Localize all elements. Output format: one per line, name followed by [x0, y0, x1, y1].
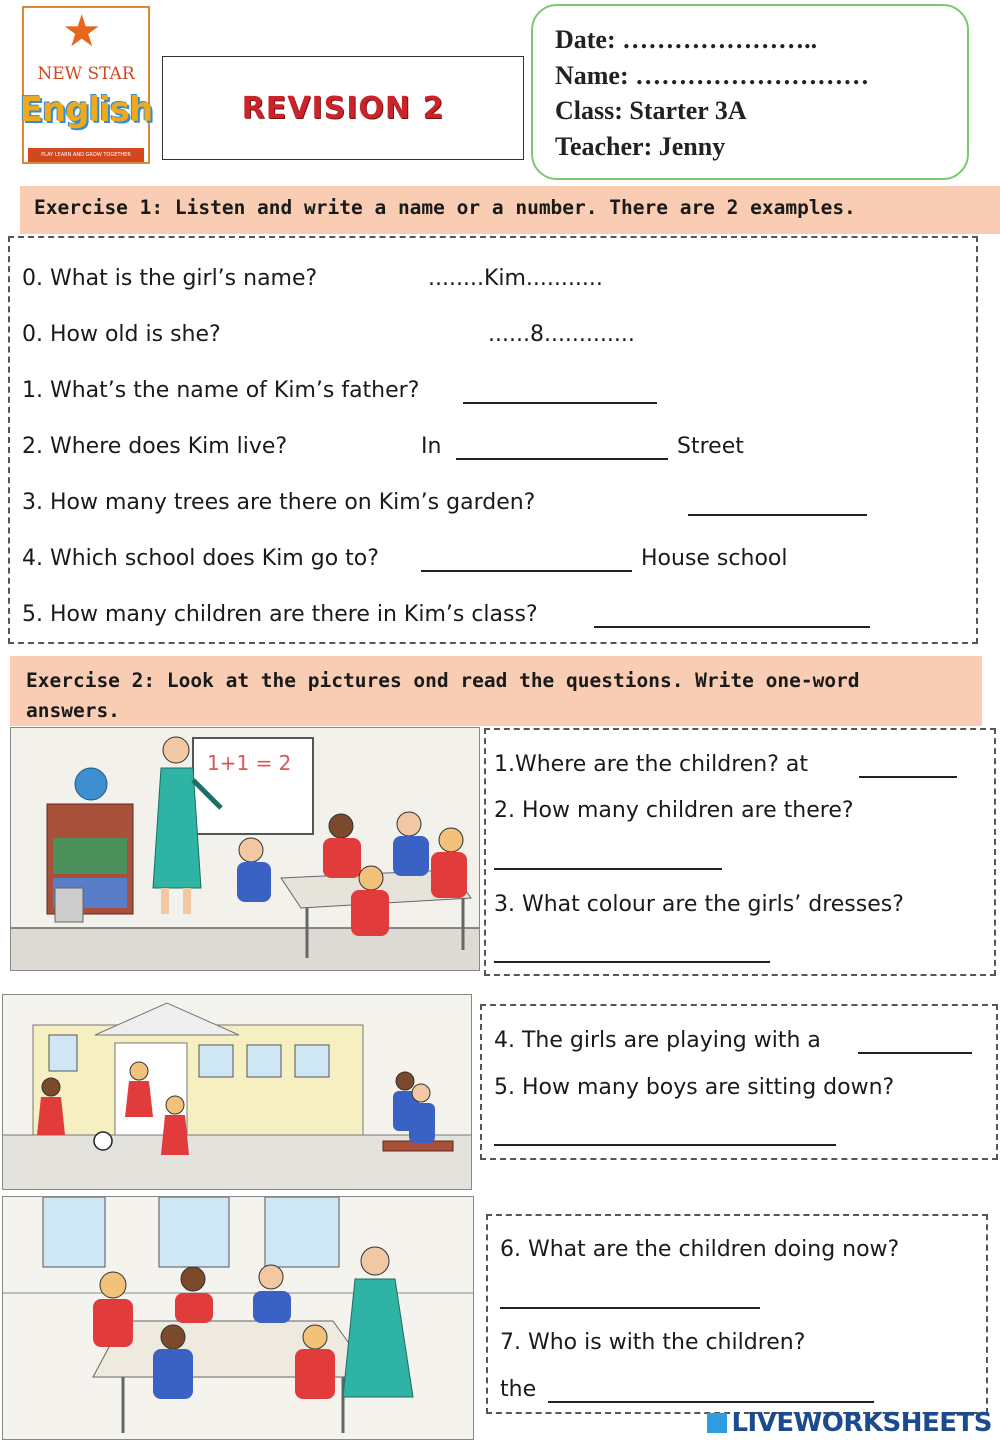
ex1-q5-answer-line[interactable]	[594, 608, 870, 628]
ex1-q3-answer-line[interactable]	[688, 496, 867, 516]
ex2-q4-answer-line[interactable]	[858, 1034, 972, 1054]
ex2-q2-answer-line[interactable]	[494, 850, 722, 870]
ex1-q2-answer-line[interactable]	[456, 440, 668, 460]
ex2-q7-prefix: the	[500, 1377, 537, 1402]
ex1-q2: 2. Where does Kim live?	[22, 434, 288, 459]
ex2-q2: 2. How many children are there?	[494, 798, 854, 823]
ex2-q1-answer-line[interactable]	[859, 758, 957, 778]
date-field[interactable]: Date: …………………..	[555, 25, 818, 54]
star-icon: ★	[62, 6, 102, 57]
logo-tagline: PLAY LEARN AND GROW TOGETHER	[28, 148, 144, 162]
exercise2-heading-line2: answers.	[26, 699, 120, 722]
page-title: REVISION 2	[241, 91, 445, 126]
ex1-q2-suffix: Street	[677, 434, 744, 459]
ex2-q3: 3. What colour are the girls’ dresses?	[494, 892, 904, 917]
watermark-text: LIVEWORKSHEETS	[731, 1408, 992, 1438]
ex1-q3: 3. How many trees are there on Kim’s garden?	[22, 490, 536, 515]
ex2-q3-answer-line[interactable]	[494, 943, 770, 963]
ex1-q0b: 0. How old is she?	[22, 322, 221, 347]
logo-line1: NEW STAR	[37, 64, 135, 84]
ex1-q0a: 0. What is the girl’s name?	[22, 266, 318, 291]
ex2-q7: 7. Who is with the children?	[500, 1330, 806, 1355]
logo-line2: English	[19, 90, 153, 130]
ex1-q1: 1. What’s the name of Kim’s father?	[22, 378, 420, 403]
teacher-label: Teacher: Jenny	[555, 131, 726, 161]
ex2-q5: 5. How many boys are sitting down?	[494, 1075, 895, 1100]
ex2-q4: 4. The girls are playing with a	[494, 1028, 821, 1053]
exercise1-heading: Exercise 1: Listen and write a name or a number. There are 2 examples.	[20, 186, 1000, 234]
board-text: 1+1 = 2	[207, 751, 292, 775]
exercise2-heading	[10, 656, 982, 726]
ex2-q5-answer-line[interactable]	[494, 1126, 836, 1146]
student-info-box	[531, 4, 969, 180]
lunch-picture	[2, 1196, 474, 1440]
ex1-q4-answer-line[interactable]	[421, 552, 632, 572]
classroom-picture	[10, 727, 480, 971]
ex1-q4: 4. Which school does Kim go to?	[22, 546, 379, 571]
playground-picture	[2, 994, 472, 1190]
ex1-q0b-answer: ......8.............	[488, 322, 635, 347]
title-box	[162, 56, 524, 160]
ex2-q1: 1.Where are the children? at	[494, 752, 809, 777]
liveworksheets-logo-icon	[707, 1413, 727, 1433]
exercise2-heading-line1: Exercise 2: Look at the pictures ond read the questions. Write one-word	[26, 669, 860, 692]
ex2-q7-answer-line[interactable]	[548, 1383, 874, 1403]
ex1-q2-prefix: In	[421, 434, 442, 459]
new-star-english-logo	[19, 6, 153, 164]
ex2-q6: 6. What are the children doing now?	[500, 1237, 900, 1262]
ex1-q0a-answer: ........Kim...........	[428, 266, 603, 291]
ex1-q5: 5. How many children are there in Kim’s class?	[22, 602, 538, 627]
class-label: Class: Starter 3A	[555, 96, 747, 125]
ex1-q4-suffix: House school	[641, 546, 788, 571]
liveworksheets-watermark	[707, 1408, 992, 1438]
ex1-q1-answer-line[interactable]	[463, 384, 657, 404]
ex2-q6-answer-line[interactable]	[500, 1289, 760, 1309]
name-field[interactable]: Name: ………………………	[555, 60, 870, 90]
